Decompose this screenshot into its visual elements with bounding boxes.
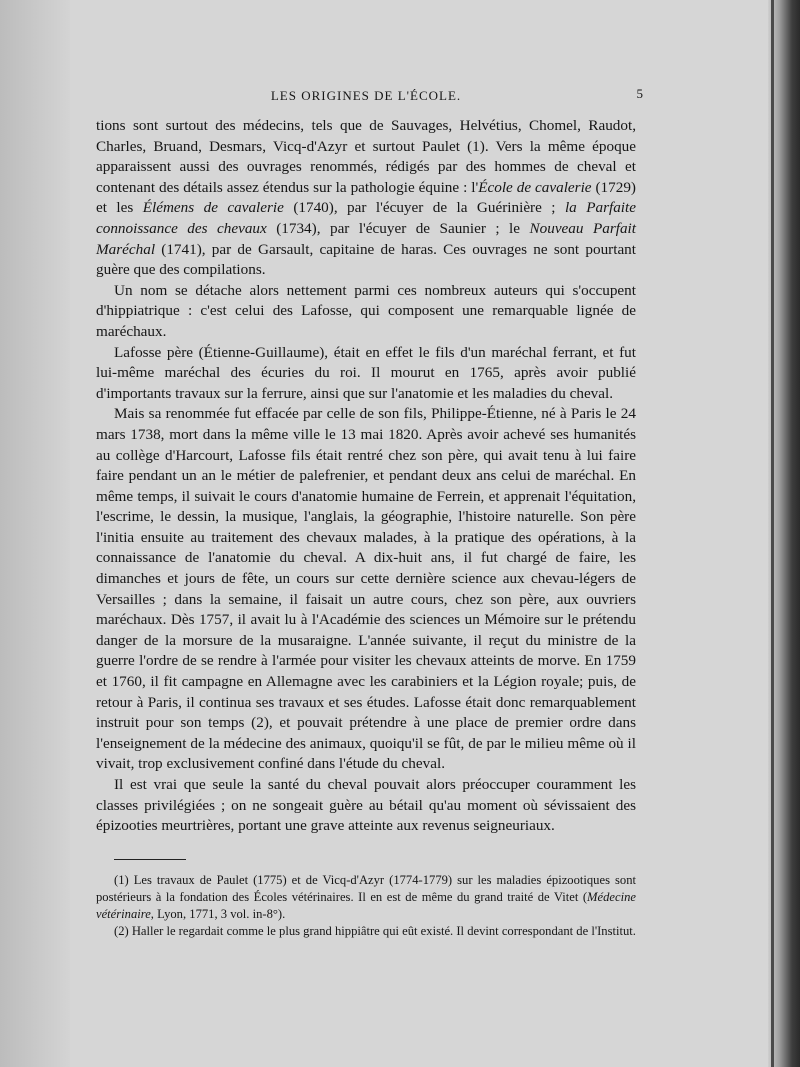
title-ecole-de-cavalerie: École de cavalerie <box>478 178 592 196</box>
paragraph-3: Lafosse père (Étienne-Guillaume), était en effet le fils d'un maréchal ferrant, et fut lui-même maréchal des écuries du roi. Il mourut en 1765, après avoir publié d'importants travaux sur la ferrure, ainsi que sur l'anatomie et les maladies du cheval. <box>96 343 636 402</box>
paragraph-5: Il est vrai que seule la santé du cheval pouvait alors préoccuper couramment les classes privilégiées ; on ne songeait guère au bétail qu'au moment où sévissaient des épizooties meurtrières, portant une grave atteinte aux revenus seigneuriaux. <box>96 776 636 835</box>
running-header <box>96 86 644 110</box>
paragraph-2: Un nom se détache alors nettement parmi ces nombreux auteurs qui s'occupent d'hippiatrique : c'est celui des Lafosse, qui composent une remarquable lignée de maréchaux. <box>96 281 636 340</box>
footnote-1-title: Médecine vétérinaire <box>96 889 636 921</box>
paragraph-1-text-e: (1741), par de Garsault, capitaine de haras. Ces ouvrages ne sont pourtant guère que des compilations. <box>96 240 636 279</box>
paragraph-1-text-d: (1734), par l'écuyer de Saunier ; le <box>266 219 530 237</box>
paragraph-1-text-b: (1729) et les <box>96 178 636 217</box>
footnote-1 <box>96 872 636 923</box>
footnotes <box>96 872 636 940</box>
footnote-1-text-a: (1) Les travaux de Paulet (1775) et de Vicq-d'Azyr (1774-1779) sur les maladies épizootiques sont postérieurs à la fondation des Écoles vétérinaires. Il en est de même du grand traité de Vitet ( <box>96 872 636 904</box>
paragraph-1-text-a: tions sont surtout des médecins, tels que de Sauvages, Helvétius, Chomel, Raudot, Charles, Bruand, Desmars, Vicq-d'Azyr et surtout Paulet (1). Vers la même époque apparaissent aussi des ouvrages renommés, rédigés par des hommes de cheval et contenant des détails assez étendus sur la pathologie équine : l' <box>96 117 636 196</box>
page-edge-line <box>771 0 774 1067</box>
page-number: 5 <box>636 86 644 101</box>
paragraph-4: Mais sa renommée fut effacée par celle de son fils, Philippe-Étienne, né à Paris le 24 mars 1738, mort dans la même ville le 13 mai 1820. Après avoir achevé ses humanités au collège d'Harcourt, Lafosse fils était rentré chez son père, qui avait tenu à lui faire faire pendant un an le métier de palefrenier, et pendant deux ans celui de maréchal. En même temps, il suivait le cours d'anatomie humaine de Ferrein, et apprenait l'équitation, l'escrime, le dessin, la musique, l'anglais, la géographie, l'histoire naturelle. Son père l'initia ensuite au traitement des chevaux malades, à la pratique des opérations, à la connaissance de l'anatomie du cheval. A dix-huit ans, il fut chargé de faire, les dimanches et jours de fête, un cours sur cette dernière science aux chevau-légers de Versailles ; dans la semaine, il faisait un autre cours, chez son père, aux ouvriers maréchaux. Dès 1757, il avait lu à l'Académie des sciences un Mémoire sur le prétendu danger de la morsure de la musaraigne. L'année suivante, il reçut du ministre de la guerre l'ordre de se rendre à l'armée pour visiter les chevaux atteints de morve. En 1759 et 1760, il fit campagne en Allemagne avec les carabiniers et la Légion royale; puis, de retour à Paris, il continua ses travaux et ses études. Lafosse était donc remarquablement instruit pour son temps (2), et pouvait prétendre à une place de premier ordre dans l'enseignement de la médecine des animaux, quoiqu'il se fût, de par le milieu même où il vivait, trop exclusivement confiné dans l'étude du cheval. <box>96 405 636 773</box>
book-page <box>96 86 644 940</box>
footnote-1-text-b: , Lyon, 1771, 3 vol. in-8°). <box>150 906 286 921</box>
running-title: LES ORIGINES DE L'ÉCOLE. <box>270 88 462 103</box>
body-text <box>96 116 636 837</box>
title-elemens-de-cavalerie: Élémens de cavalerie <box>142 199 284 217</box>
title-nouveau-parfait-marechal: Nouveau Parfait Maréchal <box>96 219 636 258</box>
paragraph-1-text-c: (1740), par l'écuyer de la Guérinière ; <box>283 199 565 217</box>
scan-margin-left <box>0 0 70 1067</box>
footnote-2: (2) Haller le regardait comme le plus grand hippiâtre qui eût existé. Il devint correspondant de l'Institut. <box>114 923 636 938</box>
footnote-rule <box>114 859 186 860</box>
title-parfaite-connoissance: la Parfaite connoissance des chevaux <box>96 199 636 237</box>
paragraph-1 <box>96 116 636 281</box>
